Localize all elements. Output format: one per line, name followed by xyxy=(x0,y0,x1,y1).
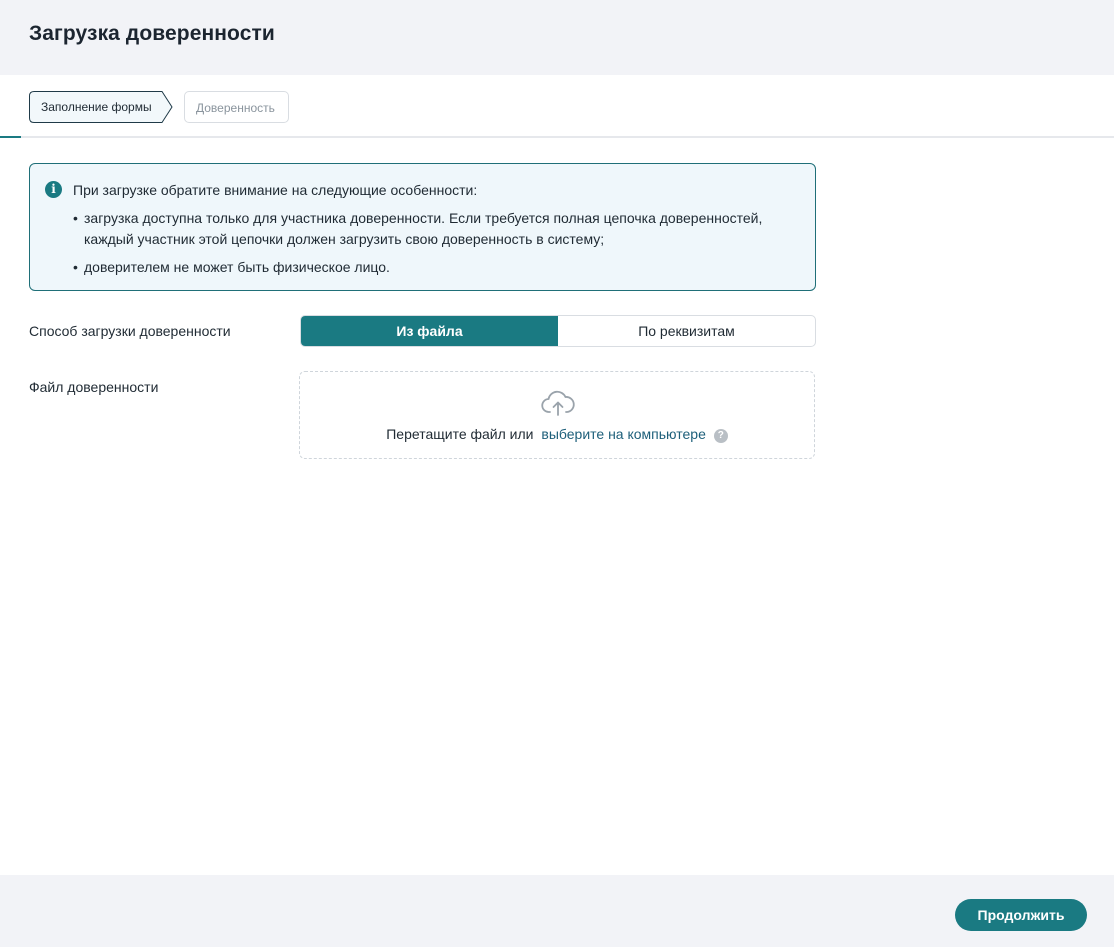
dropzone-text-line xyxy=(300,426,814,443)
notice-title: При загрузке обратите внимание на следующие особенности: xyxy=(73,182,478,198)
option-from-file[interactable]: Из файла xyxy=(301,316,558,346)
help-icon[interactable]: ? xyxy=(714,429,728,443)
step-fill-form-label: Заполнение формы xyxy=(41,100,152,114)
step-power-of-attorney[interactable] xyxy=(184,91,289,123)
dropzone-text: Перетащите файл или xyxy=(386,426,534,442)
notice-list xyxy=(73,208,793,285)
page-title: Загрузка доверенности xyxy=(29,22,275,45)
page-footer xyxy=(0,875,1114,947)
upload-method-label: Способ загрузки доверенности xyxy=(29,323,231,339)
file-dropzone[interactable] xyxy=(299,371,815,459)
step-power-of-attorney-label: Доверенность xyxy=(196,101,275,115)
continue-button[interactable]: Продолжить xyxy=(955,899,1087,931)
cloud-upload-icon xyxy=(541,390,575,416)
info-notice xyxy=(29,163,816,291)
page-header xyxy=(0,0,1114,75)
info-icon: i xyxy=(45,181,62,198)
option-by-requisites[interactable]: По реквизитам xyxy=(638,323,735,339)
stepper xyxy=(0,75,1114,138)
stepper-active-indicator xyxy=(0,136,21,138)
file-label: Файл доверенности xyxy=(29,379,159,395)
upload-method-toggle xyxy=(300,315,816,347)
notice-item: • загрузка доступна только для участника доверенности. Если требуется полная цепочка доверенностей, каждый участник этой цепочки должен загрузить свою доверенность в систему; xyxy=(73,208,793,250)
step-fill-form[interactable] xyxy=(29,91,173,123)
choose-file-link[interactable]: выберите на компьютере xyxy=(541,426,706,442)
notice-item: • доверителем не может быть физическое лицо. xyxy=(73,257,793,278)
